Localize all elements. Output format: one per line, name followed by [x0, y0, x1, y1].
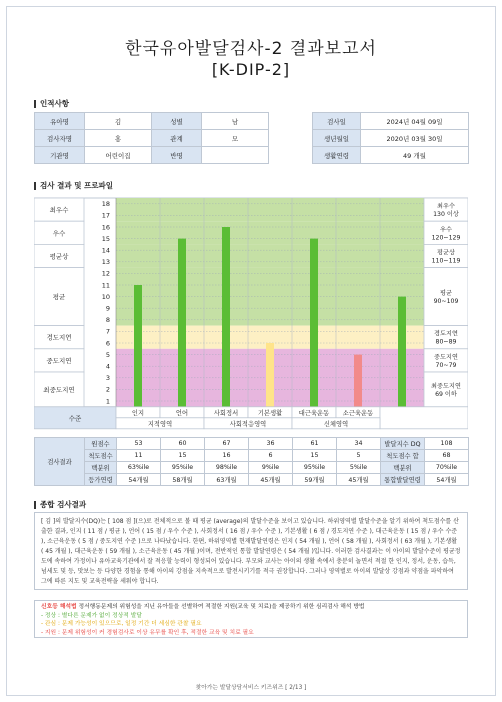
band-range-label: 평균상: [437, 249, 455, 257]
result-cell: 34: [337, 438, 381, 450]
y-tick-label: 14: [101, 246, 110, 255]
band-range-label: 최우수: [437, 203, 455, 211]
band-label: 평균: [52, 293, 66, 302]
y-tick-label: 5: [105, 350, 110, 359]
result-row-label: 백분위: [85, 462, 117, 474]
result-cell: 53: [117, 438, 161, 450]
y-tick-label: 18: [101, 200, 110, 209]
chart-band: [116, 198, 424, 221]
chart-bar: [266, 343, 274, 407]
category-label: 사회정서: [213, 409, 239, 417]
y-tick-label: 11: [101, 281, 110, 290]
legend-description: 정서행동문제의 위험성을 지닌 유아들을 선별하여 적절한 지원(교육 및 치료)을 제공하기 위한 심리검사 해석 방법: [76, 604, 365, 610]
section-heading-summary: [34, 499, 86, 510]
section-bar-icon: [34, 100, 36, 108]
result-cell: 36: [249, 438, 293, 450]
level-header-label: 수준: [68, 414, 82, 423]
page-footer: 찾아가는 발달상담서비스 키즈위즈 [ 2/13 ]: [195, 685, 307, 691]
signal-legend: [34, 600, 468, 638]
result-cell: 5%ile: [337, 462, 381, 474]
result-summary-value: 54개월: [425, 474, 469, 486]
y-tick-label: 9: [105, 304, 110, 313]
result-row-label: 원점수: [85, 438, 117, 450]
y-tick-label: 16: [101, 223, 110, 232]
result-cell: 45개월: [337, 474, 381, 486]
result-cell: 63개월: [205, 474, 249, 486]
result-cell: 95%ile: [293, 462, 337, 474]
result-cell: 60: [161, 438, 205, 450]
band-label: 최우수: [49, 206, 69, 215]
section-bar-icon: [34, 182, 36, 190]
legend-title-line: [41, 603, 461, 612]
category-cell-total: [380, 407, 468, 429]
result-cell: 54개월: [117, 474, 161, 486]
y-tick-label: 4: [105, 362, 110, 371]
result-table: [34, 437, 469, 486]
chart-bar: [178, 239, 186, 407]
band-label: 우수: [52, 229, 66, 238]
band-range-label: 130 이상: [433, 211, 459, 219]
y-tick-label: 8: [105, 316, 110, 325]
section-heading-info: [34, 98, 69, 109]
result-summary-value: 108: [425, 438, 469, 450]
info-label: 생년월일: [313, 130, 361, 147]
category-label: 언어: [175, 409, 189, 417]
y-tick-label: 10: [101, 292, 110, 301]
info-value: 2020년 03월 30일: [361, 130, 469, 147]
info-label: 검사일: [313, 113, 361, 130]
legend-item: - 정상 : 별다른 문제가 없이 정상적 발달: [41, 612, 142, 619]
band-range-label: 120~129: [431, 234, 461, 242]
section-title-chart: 검사 결과 및 프로파일: [40, 181, 114, 190]
y-tick-label: 15: [101, 234, 110, 243]
y-tick-label: 3: [105, 374, 110, 383]
info-table-right: [312, 112, 469, 164]
y-tick-label: 12: [101, 269, 110, 278]
info-label: 관계: [152, 130, 202, 147]
chart-bar: [222, 227, 230, 407]
result-summary-value: 70%ile: [425, 462, 469, 474]
y-tick-label: 2: [105, 385, 110, 394]
y-tick-label: 7: [105, 327, 110, 336]
result-cell: 6: [249, 450, 293, 462]
result-row-label: 등가연령: [85, 474, 117, 486]
chart-band: [116, 244, 424, 267]
result-cell: 9%ile: [249, 462, 293, 474]
band-label: 평균상: [49, 252, 69, 261]
band-range-label: 80~89: [435, 338, 457, 346]
result-cell: 59개월: [293, 474, 337, 486]
group-label: 지적영역: [147, 420, 173, 428]
info-value: 홍: [85, 130, 152, 147]
info-label: 검사자명: [35, 130, 85, 147]
band-label: 경도지연: [46, 333, 72, 342]
legend-item: - 지원 : 문제 위험성이 커 경험검사로 이상 유무를 확인 후, 적절한 교육 및 치료 필요: [41, 629, 254, 636]
result-summary-label: 통합발달연령: [381, 474, 425, 486]
category-label: 대근육운동: [298, 409, 330, 417]
result-summary-label: 척도점수 합: [381, 450, 425, 462]
info-label: 생활연령: [313, 147, 361, 164]
result-cell: 16: [205, 450, 249, 462]
info-value: 남: [202, 113, 269, 130]
band-label: 중도지연: [46, 356, 72, 365]
band-range-label: 우수: [440, 226, 452, 234]
result-cell: 58개월: [161, 474, 205, 486]
legend-item: - 관심 : 문제 가능성이 있으므로, 일정 기간 더 세심한 관찰 필요: [41, 621, 202, 627]
band-range-label: 90~109: [433, 298, 459, 306]
band-range-label: 70~79: [435, 361, 457, 369]
report-subtitle: [K-DIP-2]: [211, 60, 291, 79]
legend-title: 신호등 해석법: [41, 604, 77, 610]
section-bar-icon: [34, 501, 36, 509]
result-summary-value: 68: [425, 450, 469, 462]
category-label: 인지: [131, 409, 145, 417]
info-label: 기관명: [35, 147, 85, 164]
result-cell: 15: [161, 450, 205, 462]
chart-bar-total: [398, 297, 406, 407]
result-cell: 5: [337, 450, 381, 462]
profile-chart-svg: [34, 190, 468, 430]
info-value: [202, 147, 269, 164]
info-value: 김: [85, 113, 152, 130]
result-cell: 61: [293, 438, 337, 450]
info-label: 성별: [152, 113, 202, 130]
result-cell: 11: [117, 450, 161, 462]
y-tick-label: 17: [101, 211, 110, 220]
info-table-left: [34, 112, 269, 164]
info-value: 모: [202, 130, 269, 147]
summary-text: [ 김 ]의 발달지수(DQ)는 [ 108 점 ](으)로 전체적으로 볼 때 평균 (average)의 발달수준을 보이고 있습니다. 하위영역별 발달수준을 알기 위하여 척도점수를 산출한 결과, 인지 ( 11 점 / 평균 ), 언어 ( 15 점 / 우수 수준 ), 사회정서 ( 16 점 / 우수 수준 ), 기본생활 ( 6 점 / 경도지연 수준 ), 대근육운동 ( 15 점 / 우수 수준 ), 소근육운동 ( 5 점 / 중도지연 수준 )으로 나타났습니다. 한편, 하위영역별 현재발달연령은 인지 ( 54 개월 ), 언어 ( 58 개월 ), 사회정서 ( 63 개월 ), 기본생활 ( 45 개월 ), 대근육운동 ( 59 개월 ), 소근육운동 ( 45 개월 )이며, 전반적인 통합 발달연령은 ( 54 개월 )입니다. 이러한 검사결과는 이 아이의 발달수준이 평균정도에 속하여 가정이나 유아교육기관에서 잘 적응할 능력이 형성되어 있습니다. 부모와 교사는 아이의 생활 속에서 충분히 놀면서 적절 한 인지, 정서, 운동, 습득, 넘세도 및 등, 맛보는 등 다양한 경험을 통해 아이의 강점을 지속적으로 발전시키기를 적극 권장합니다. 그러나 영역별로 아이의 발달상 강점과 약점을 파악하여 그에 따른 지도 및 교육전략을 세워야 합니다.: [34, 512, 468, 590]
result-cell: 15: [293, 450, 337, 462]
band-range-label: 중도지연: [434, 353, 458, 361]
result-summary-label: 발달지수 DQ: [381, 438, 425, 450]
chart-band: [116, 221, 424, 244]
band-range-label: 69 이하: [435, 390, 457, 398]
group-label: 사회적응영역: [229, 420, 267, 428]
result-cell: 95%ile: [161, 462, 205, 474]
info-value: 49 개월: [361, 147, 469, 164]
result-summary-label: 백분위: [381, 462, 425, 474]
chart-bar: [354, 355, 362, 407]
y-tick-label: 13: [101, 258, 110, 267]
category-label: 소근육운동: [342, 409, 374, 417]
band-range-label: 110~119: [431, 257, 461, 265]
info-label: 반명: [152, 147, 202, 164]
result-cell: 45개월: [249, 474, 293, 486]
band-range-label: 경도지연: [434, 330, 458, 338]
group-label: 신체영역: [323, 420, 349, 428]
result-cell: 63%ile: [117, 462, 161, 474]
info-label: 유아명: [35, 113, 85, 130]
band-range-label: 평균: [440, 290, 452, 298]
result-section-label: 검사결과: [35, 438, 85, 486]
info-value: 어린이집: [85, 147, 152, 164]
band-label: 최중도지연: [43, 385, 75, 394]
category-label: 기본생활: [257, 409, 283, 417]
chart-bar: [134, 285, 142, 407]
band-range-label: 최중도지연: [431, 382, 461, 390]
section-title-info: 인적사항: [40, 99, 69, 108]
report-title: 한국유아발달검사-2 결과보고서: [125, 39, 377, 59]
section-title-summary: 종합 검사결과: [40, 500, 87, 509]
info-value: 2024년 04월 09일: [361, 113, 469, 130]
chart-bar: [310, 239, 318, 407]
y-tick-label: 1: [105, 397, 110, 406]
result-cell: 98%ile: [205, 462, 249, 474]
result-row-label: 척도점수: [85, 450, 117, 462]
result-cell: 67: [205, 438, 249, 450]
y-tick-label: 6: [105, 339, 110, 348]
